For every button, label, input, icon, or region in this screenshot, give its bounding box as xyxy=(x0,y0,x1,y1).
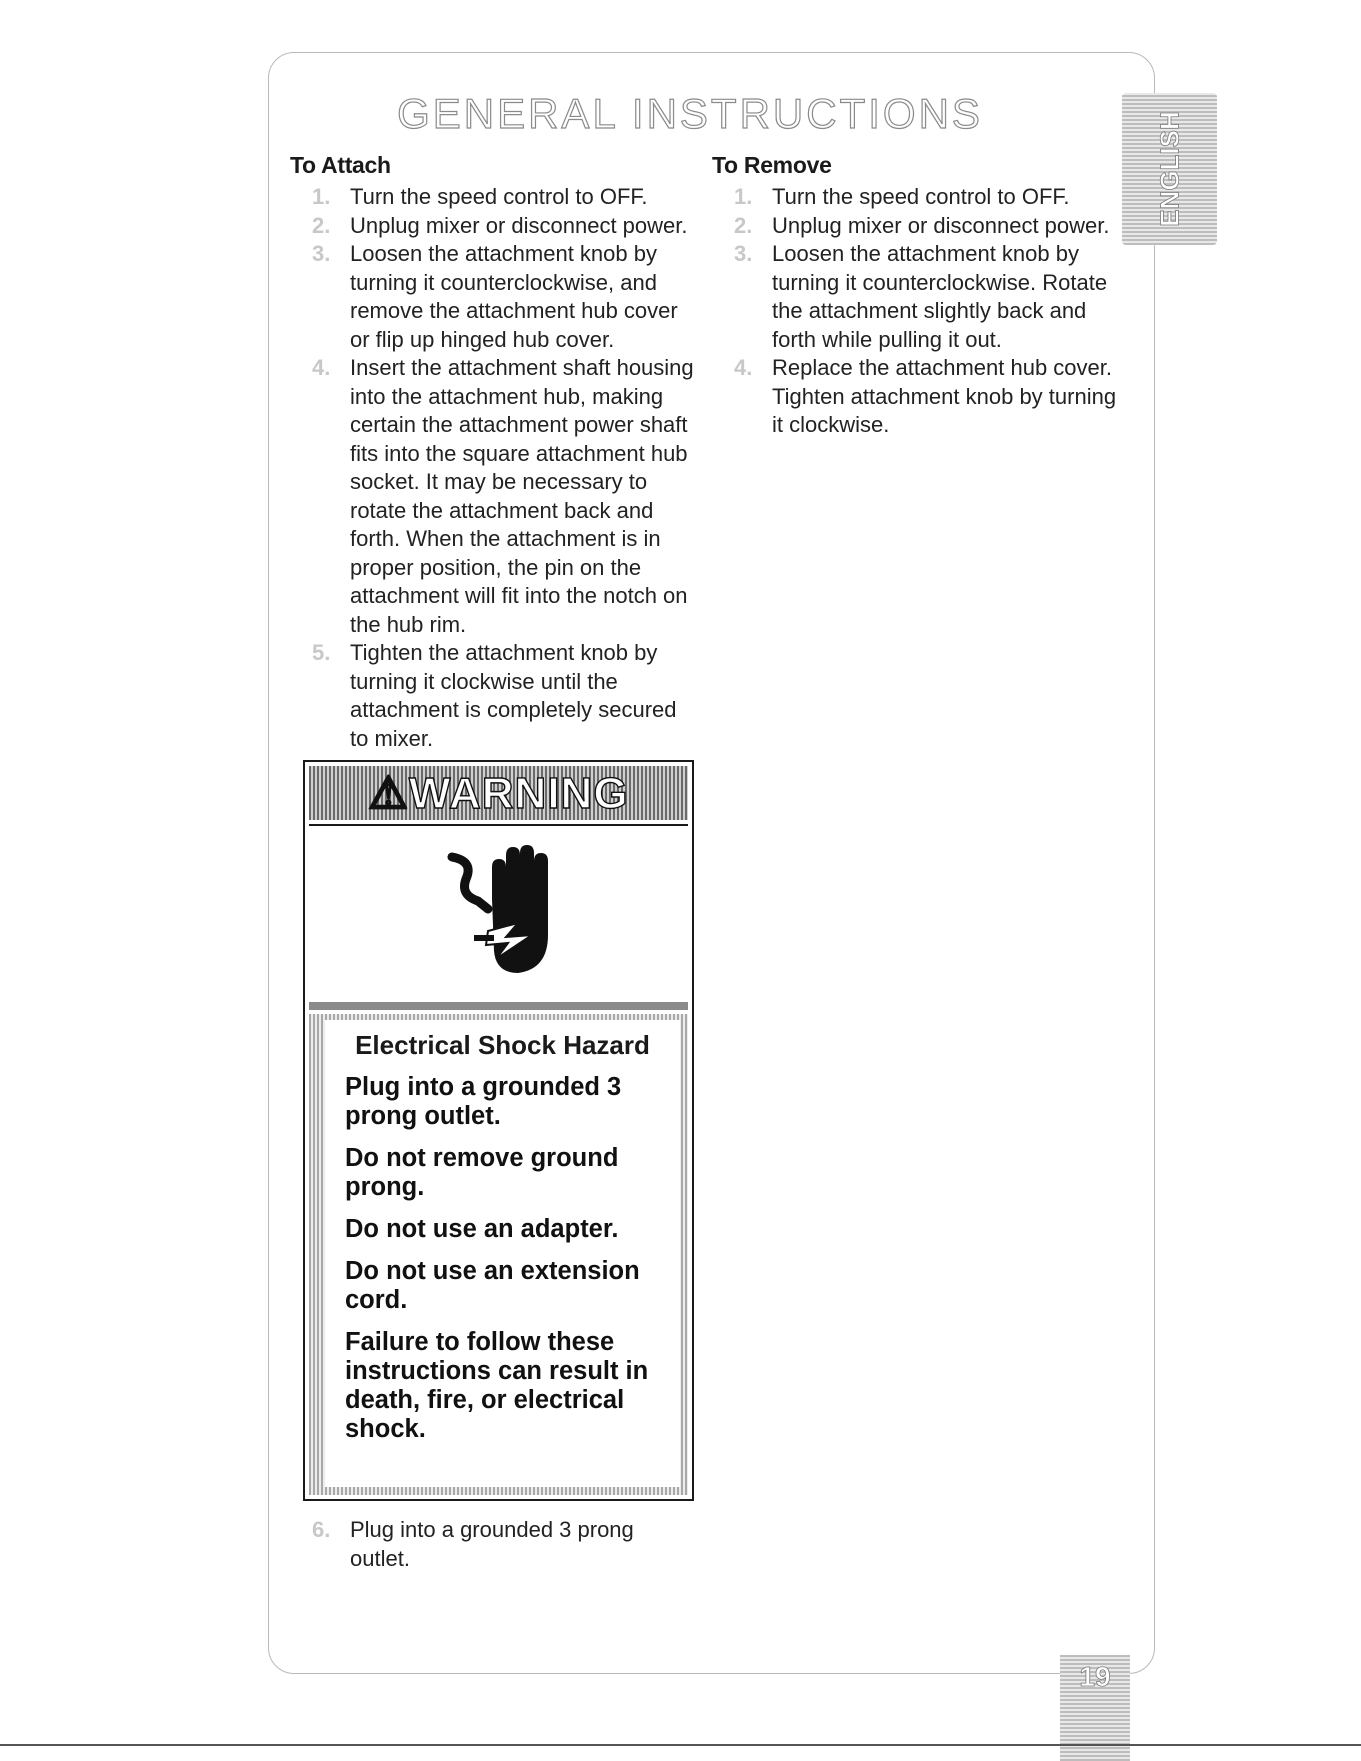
list-item: 5. Tighten the attachment knob by turning it clockwise until the attachment is completely secured to mixer. xyxy=(312,640,677,751)
remove-heading: To Remove xyxy=(712,152,832,178)
remove-steps xyxy=(712,183,1122,440)
list-item: 4. Insert the attachment shaft housing into the attachment hub, making certain the attachment power shaft fits into the square attachment hub socket. It may be necessary to rotate the attachment back and forth. When the attachment is in proper position, the pin on the attachment will fit into the notch on the hub rim. xyxy=(312,355,694,637)
list-item: 1. Turn the speed control to OFF. xyxy=(734,184,1070,209)
page-title: GENERAL INSTRUCTIONS xyxy=(397,90,983,137)
page-number: 19 xyxy=(1079,1661,1111,1692)
list-item: 3. Loosen the attachment knob by turning it counterclockwise, and remove the attachment hub cover or flip up hinged hub cover. xyxy=(312,241,678,352)
warning-body xyxy=(325,1020,680,1487)
attach-final-step xyxy=(290,1516,695,1573)
list-item: 1. Turn the speed control to OFF. xyxy=(312,184,648,209)
bottom-rule xyxy=(0,1744,1361,1746)
language-tab-label: ENGLISH xyxy=(1154,111,1184,227)
warning-line: Do not use an adapter. xyxy=(345,1215,619,1243)
list-item: 6. Plug into a grounded 3 prong outlet. xyxy=(312,1517,634,1571)
warning-triangle-icon: ⚠ xyxy=(368,768,409,818)
list-item: 3. Loosen the attachment knob by turning it counterclockwise. Rotate the attachment slightly back and forth while pulling it out. xyxy=(734,241,1108,352)
attach-section xyxy=(290,152,695,753)
warning-line: Do not remove ground prong. xyxy=(345,1144,619,1201)
list-item: 4. Replace the attachment hub cover. Tighten attachment knob by turning it clockwise. xyxy=(734,355,1117,437)
warning-box xyxy=(303,760,694,1501)
remove-section xyxy=(712,152,1122,440)
attach-steps xyxy=(290,183,695,753)
warning-line: Do not use an extension cord. xyxy=(345,1257,640,1314)
hazard-title: Electrical Shock Hazard xyxy=(355,1030,650,1060)
attach-heading: To Attach xyxy=(290,152,391,178)
language-tab xyxy=(1122,93,1217,245)
warning-body-frame xyxy=(309,1014,688,1495)
warning-line: Plug into a grounded 3 prong outlet. xyxy=(345,1073,622,1130)
list-item: 2. Unplug mixer or disconnect power. xyxy=(312,212,688,238)
warning-pictogram xyxy=(309,824,688,1010)
electrical-shock-hand-icon xyxy=(414,839,584,989)
list-item: 2. Unplug mixer or disconnect power. xyxy=(734,212,1110,238)
warning-header-label: ⚠WARNING xyxy=(368,768,629,818)
warning-line: Failure to follow these instructions can result in death, fire, or electrical shock. xyxy=(345,1328,649,1443)
warning-header xyxy=(309,766,688,820)
